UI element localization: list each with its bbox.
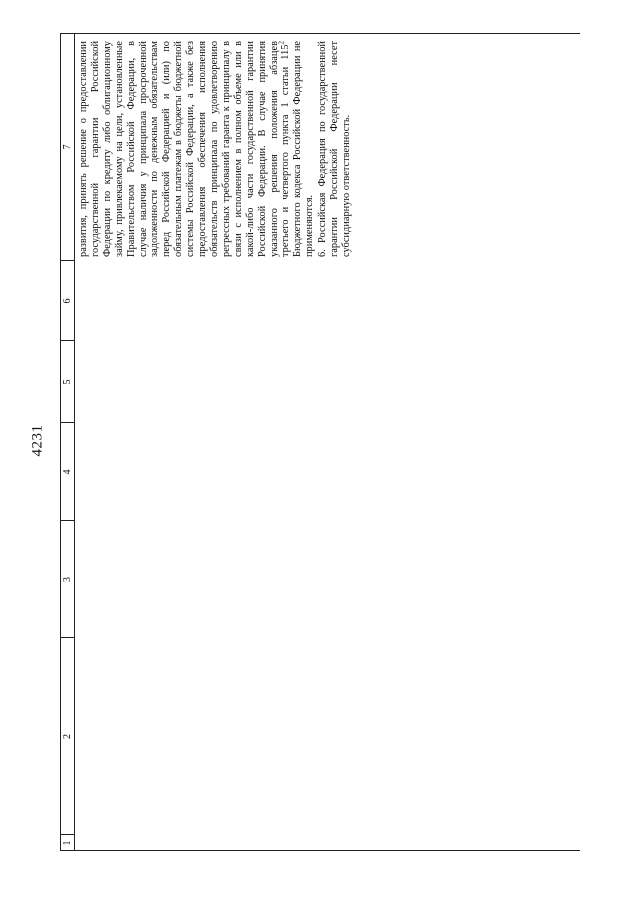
header-col-4: 4 (61, 469, 73, 475)
table-right-border (60, 33, 580, 34)
header-col-3: 3 (61, 577, 73, 582)
legal-table (60, 33, 580, 851)
column-7-text (78, 41, 353, 257)
header-bottom-border (74, 33, 75, 851)
paragraph-1-text: развития, принять решение о предоставлении государственной гарантии Российской Федерации по кредиту либо облигационному займу, привлекаемому на цели, установленные Правительством Российской Федерации, в случае наличия у принципала просроченной задолженности по денежным обязательствам перед Российской Федерацией и (или) по обязательным платежам в бюджеты бюджетной системы Российской Федерации, а также без предоставления обеспечения исполнения обязательств принципала по удовлетворению регрессных требований гаранта к принципалу в связи с исполнением в полном объеме или в какой-либо части государственной гарантии Российской Федерации. В случае принятия указанного решения положения абзацев третьего и четвертого пункта 1 статьи 115 (78, 41, 292, 257)
header-col-7: 7 (61, 144, 73, 150)
article-superscript: 2 (277, 41, 286, 45)
header-row (60, 33, 74, 851)
header-col-1: 1 (61, 840, 73, 846)
header-col-6: 6 (61, 298, 73, 304)
page-number (20, 420, 56, 460)
paragraph-subsidiary-liability: 6. Российская Федерация по государственной гарантии Российской Федерации несет субсидиарную ответственность. (317, 41, 352, 257)
header-col-5: 5 (61, 379, 73, 385)
paragraph-1-tail: Бюджетного кодекса Российской Федерации не применяются. (292, 41, 316, 257)
page-number-text: 4231 (29, 424, 46, 456)
table-left-border (60, 850, 580, 851)
table-wrapper (60, 33, 580, 851)
header-col-2: 2 (61, 734, 73, 739)
paragraph-guarantee-decision (78, 41, 316, 257)
